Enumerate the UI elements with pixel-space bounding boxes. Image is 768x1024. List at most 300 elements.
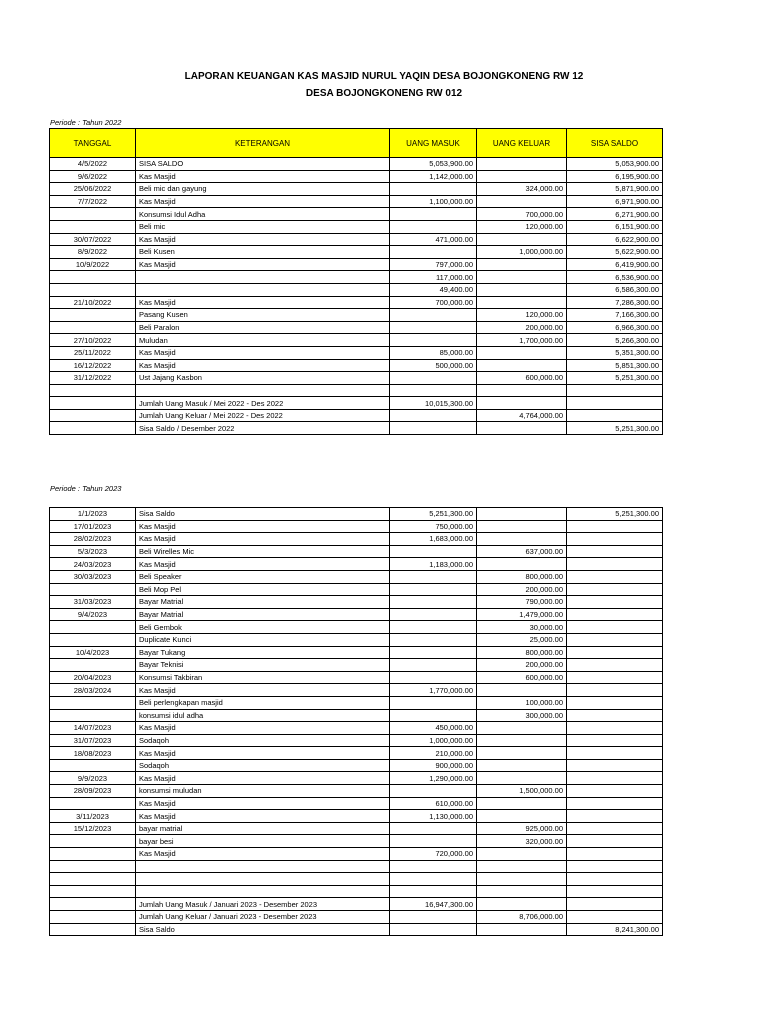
date-cell: 25/11/2022	[50, 346, 136, 359]
table-row	[50, 533, 663, 546]
expense-cell: 8,706,000.00	[477, 911, 567, 924]
income-cell	[390, 785, 477, 798]
expense-cell: 790,000.00	[477, 596, 567, 609]
description-cell: Ust Jajang Kasbon	[136, 372, 390, 385]
balance-cell: 6,195,900.00	[567, 170, 663, 183]
income-cell	[390, 321, 477, 334]
balance-cell	[567, 734, 663, 747]
income-cell	[390, 309, 477, 322]
income-cell	[390, 671, 477, 684]
description-cell: Kas Masjid	[136, 722, 390, 735]
table-row	[50, 684, 663, 697]
date-cell	[50, 409, 136, 422]
date-cell	[50, 898, 136, 911]
description-cell: bayar besi	[136, 835, 390, 848]
balance-cell: 6,419,900.00	[567, 258, 663, 271]
table-row	[50, 409, 663, 422]
table-row	[50, 646, 663, 659]
description-cell: Kas Masjid	[136, 258, 390, 271]
balance-cell	[567, 696, 663, 709]
table-row	[50, 283, 663, 296]
description-cell	[136, 885, 390, 898]
description-cell: Kas Masjid	[136, 772, 390, 785]
table-row	[50, 696, 663, 709]
description-cell: Kas Masjid	[136, 346, 390, 359]
expense-cell: 600,000.00	[477, 671, 567, 684]
description-cell: Konsumsi Idul Adha	[136, 208, 390, 221]
date-cell: 4/5/2022	[50, 158, 136, 171]
expense-cell	[477, 520, 567, 533]
table-row	[50, 558, 663, 571]
balance-cell	[567, 873, 663, 886]
expense-cell	[477, 558, 567, 571]
table-row	[50, 520, 663, 533]
expense-cell	[477, 860, 567, 873]
balance-cell: 5,871,900.00	[567, 183, 663, 196]
table-row	[50, 671, 663, 684]
balance-cell	[567, 709, 663, 722]
ledger-table-2023	[49, 507, 663, 936]
description-cell	[136, 384, 390, 397]
date-cell: 18/08/2023	[50, 747, 136, 760]
table-row	[50, 384, 663, 397]
expense-cell: 637,000.00	[477, 545, 567, 558]
description-cell: Sodaqoh	[136, 734, 390, 747]
table-row	[50, 372, 663, 385]
income-cell	[390, 570, 477, 583]
income-cell	[390, 873, 477, 886]
expense-cell: 700,000.00	[477, 208, 567, 221]
table-row	[50, 158, 663, 171]
expense-cell	[477, 759, 567, 772]
description-cell: Beli perlengkapan masjid	[136, 696, 390, 709]
expense-cell	[477, 271, 567, 284]
description-cell: Bayar Teknisi	[136, 659, 390, 672]
description-cell: Kas Masjid	[136, 533, 390, 546]
date-cell	[50, 633, 136, 646]
income-cell	[390, 384, 477, 397]
income-cell	[390, 659, 477, 672]
description-cell: Kas Masjid	[136, 296, 390, 309]
balance-cell: 6,622,900.00	[567, 233, 663, 246]
date-cell: 3/11/2023	[50, 810, 136, 823]
balance-cell: 5,351,300.00	[567, 346, 663, 359]
period-label-2022: Periode : Tahun 2022	[50, 118, 122, 127]
date-cell: 9/4/2023	[50, 608, 136, 621]
balance-cell: 8,241,300.00	[567, 923, 663, 936]
income-cell	[390, 220, 477, 233]
description-cell: Duplicate Kunci	[136, 633, 390, 646]
income-cell	[390, 208, 477, 221]
income-cell: 700,000.00	[390, 296, 477, 309]
expense-cell: 800,000.00	[477, 646, 567, 659]
balance-cell	[567, 822, 663, 835]
balance-cell	[567, 835, 663, 848]
balance-cell	[567, 785, 663, 798]
date-cell: 15/12/2023	[50, 822, 136, 835]
income-cell	[390, 911, 477, 924]
date-cell	[50, 911, 136, 924]
income-cell	[390, 696, 477, 709]
expense-cell: 4,764,000.00	[477, 409, 567, 422]
description-cell: Beli Mop Pel	[136, 583, 390, 596]
balance-cell: 5,053,900.00	[567, 158, 663, 171]
income-cell: 5,251,300.00	[390, 508, 477, 521]
expense-cell	[477, 158, 567, 171]
income-cell: 117,000.00	[390, 271, 477, 284]
date-cell: 30/03/2023	[50, 570, 136, 583]
expense-cell: 100,000.00	[477, 696, 567, 709]
income-cell: 610,000.00	[390, 797, 477, 810]
balance-cell	[567, 583, 663, 596]
report-title-line1: LAPORAN KEUANGAN KAS MASJID NURUL YAQIN DESA BOJONGKONENG RW 12	[184, 71, 584, 82]
expense-cell	[477, 810, 567, 823]
income-cell	[390, 372, 477, 385]
income-cell: 1,130,000.00	[390, 810, 477, 823]
description-cell: Beli mic	[136, 220, 390, 233]
description-cell: Bayar Matrial	[136, 596, 390, 609]
balance-cell	[567, 545, 663, 558]
income-cell	[390, 334, 477, 347]
description-cell: Beli mic dan gayung	[136, 183, 390, 196]
expense-cell	[477, 422, 567, 435]
income-cell: 1,770,000.00	[390, 684, 477, 697]
date-cell: 16/12/2022	[50, 359, 136, 372]
expense-cell	[477, 195, 567, 208]
table-row	[50, 759, 663, 772]
balance-cell: 5,266,300.00	[567, 334, 663, 347]
balance-cell	[567, 533, 663, 546]
table-row	[50, 659, 663, 672]
header-sisa-saldo: SISA SALDO	[567, 129, 663, 158]
header-uang-masuk: UANG MASUK	[390, 129, 477, 158]
table-row	[50, 810, 663, 823]
date-cell	[50, 860, 136, 873]
ledger-table-2022	[49, 128, 663, 435]
expense-cell	[477, 898, 567, 911]
balance-cell	[567, 384, 663, 397]
income-cell	[390, 409, 477, 422]
date-cell	[50, 848, 136, 861]
expense-cell: 120,000.00	[477, 309, 567, 322]
table-row	[50, 220, 663, 233]
expense-cell: 30,000.00	[477, 621, 567, 634]
balance-cell	[567, 558, 663, 571]
description-cell: Beli Speaker	[136, 570, 390, 583]
balance-cell: 7,166,300.00	[567, 309, 663, 322]
expense-cell	[477, 734, 567, 747]
table-row	[50, 772, 663, 785]
date-cell: 1/1/2023	[50, 508, 136, 521]
description-cell: Beli Paralon	[136, 321, 390, 334]
expense-cell: 200,000.00	[477, 583, 567, 596]
date-cell: 28/09/2023	[50, 785, 136, 798]
header-uang-keluar: UANG KELUAR	[477, 129, 567, 158]
description-cell: Kas Masjid	[136, 195, 390, 208]
description-cell: Kas Masjid	[136, 558, 390, 571]
description-cell: Kas Masjid	[136, 359, 390, 372]
table-header-row	[50, 129, 663, 158]
income-cell	[390, 633, 477, 646]
expense-cell	[477, 258, 567, 271]
description-cell: Kas Masjid	[136, 233, 390, 246]
balance-cell	[567, 860, 663, 873]
description-cell: Beli Kusen	[136, 246, 390, 259]
table-row	[50, 911, 663, 924]
table-row	[50, 722, 663, 735]
income-cell	[390, 608, 477, 621]
income-cell: 210,000.00	[390, 747, 477, 760]
description-cell: konsumsi muludan	[136, 785, 390, 798]
description-cell: Kas Masjid	[136, 797, 390, 810]
expense-cell	[477, 772, 567, 785]
expense-cell	[477, 797, 567, 810]
date-cell: 20/04/2023	[50, 671, 136, 684]
date-cell	[50, 384, 136, 397]
date-cell: 31/07/2023	[50, 734, 136, 747]
balance-cell	[567, 797, 663, 810]
date-cell	[50, 422, 136, 435]
expense-cell: 1,500,000.00	[477, 785, 567, 798]
date-cell	[50, 923, 136, 936]
description-cell: Jumlah Uang Masuk / Mei 2022 - Des 2022	[136, 397, 390, 410]
table-row	[50, 898, 663, 911]
income-cell: 750,000.00	[390, 520, 477, 533]
table-row	[50, 258, 663, 271]
balance-cell	[567, 759, 663, 772]
balance-cell	[567, 747, 663, 760]
balance-cell	[567, 848, 663, 861]
balance-cell	[567, 722, 663, 735]
income-cell: 1,100,000.00	[390, 195, 477, 208]
report-title-line2: DESA BOJONGKONENG RW 012	[305, 88, 463, 99]
balance-cell	[567, 621, 663, 634]
date-cell: 30/07/2022	[50, 233, 136, 246]
balance-cell: 6,151,900.00	[567, 220, 663, 233]
expense-cell: 925,000.00	[477, 822, 567, 835]
table-row	[50, 296, 663, 309]
table-row	[50, 195, 663, 208]
balance-cell: 5,851,300.00	[567, 359, 663, 372]
table-row	[50, 208, 663, 221]
expense-cell: 300,000.00	[477, 709, 567, 722]
description-cell: Konsumsi Takbiran	[136, 671, 390, 684]
description-cell: bayar matrial	[136, 822, 390, 835]
income-cell: 900,000.00	[390, 759, 477, 772]
income-cell: 1,142,000.00	[390, 170, 477, 183]
expense-cell: 200,000.00	[477, 321, 567, 334]
date-cell	[50, 873, 136, 886]
table-row	[50, 309, 663, 322]
income-cell	[390, 621, 477, 634]
table-row	[50, 246, 663, 259]
expense-cell	[477, 283, 567, 296]
income-cell: 450,000.00	[390, 722, 477, 735]
date-cell: 9/9/2023	[50, 772, 136, 785]
balance-cell: 6,586,300.00	[567, 283, 663, 296]
balance-cell	[567, 911, 663, 924]
expense-cell: 324,000.00	[477, 183, 567, 196]
date-cell: 17/01/2023	[50, 520, 136, 533]
income-cell	[390, 183, 477, 196]
date-cell: 31/12/2022	[50, 372, 136, 385]
expense-cell	[477, 848, 567, 861]
balance-cell	[567, 596, 663, 609]
income-cell	[390, 709, 477, 722]
table-row	[50, 709, 663, 722]
expense-cell	[477, 233, 567, 246]
table-row	[50, 734, 663, 747]
header-keterangan: KETERANGAN	[136, 129, 390, 158]
expense-cell: 1,700,000.00	[477, 334, 567, 347]
expense-cell: 600,000.00	[477, 372, 567, 385]
expense-cell	[477, 923, 567, 936]
date-cell	[50, 709, 136, 722]
description-cell: Sisa Saldo	[136, 508, 390, 521]
date-cell: 10/9/2022	[50, 258, 136, 271]
description-cell	[136, 283, 390, 296]
income-cell: 797,000.00	[390, 258, 477, 271]
table-row	[50, 885, 663, 898]
balance-cell	[567, 633, 663, 646]
date-cell	[50, 321, 136, 334]
table-row	[50, 508, 663, 521]
balance-cell: 5,251,300.00	[567, 508, 663, 521]
expense-cell	[477, 170, 567, 183]
date-cell	[50, 220, 136, 233]
description-cell: Sisa Saldo	[136, 923, 390, 936]
table-row	[50, 822, 663, 835]
date-cell	[50, 621, 136, 634]
table-row	[50, 397, 663, 410]
income-cell: 10,015,300.00	[390, 397, 477, 410]
description-cell: SISA SALDO	[136, 158, 390, 171]
date-cell: 7/7/2022	[50, 195, 136, 208]
date-cell: 28/03/2024	[50, 684, 136, 697]
date-cell: 10/4/2023	[50, 646, 136, 659]
balance-cell	[567, 898, 663, 911]
expense-cell: 120,000.00	[477, 220, 567, 233]
income-cell: 471,000.00	[390, 233, 477, 246]
date-cell: 25/06/2022	[50, 183, 136, 196]
table-row	[50, 621, 663, 634]
table-row	[50, 170, 663, 183]
description-cell: Sisa Saldo / Desember 2022	[136, 422, 390, 435]
description-cell: Kas Masjid	[136, 684, 390, 697]
balance-cell: 7,286,300.00	[567, 296, 663, 309]
description-cell: Beli Wirelles Mic	[136, 545, 390, 558]
date-cell	[50, 759, 136, 772]
date-cell	[50, 696, 136, 709]
table-row	[50, 334, 663, 347]
description-cell: Bayar Matrial	[136, 608, 390, 621]
balance-cell: 5,251,300.00	[567, 422, 663, 435]
table-row	[50, 359, 663, 372]
income-cell	[390, 885, 477, 898]
table-row	[50, 271, 663, 284]
balance-cell	[567, 520, 663, 533]
date-cell: 28/02/2023	[50, 533, 136, 546]
date-cell: 24/03/2023	[50, 558, 136, 571]
date-cell: 31/03/2023	[50, 596, 136, 609]
table-row	[50, 233, 663, 246]
income-cell: 1,183,000.00	[390, 558, 477, 571]
header-tanggal: TANGGAL	[50, 129, 136, 158]
income-cell	[390, 246, 477, 259]
description-cell: Beli Gembok	[136, 621, 390, 634]
date-cell	[50, 583, 136, 596]
expense-cell	[477, 384, 567, 397]
balance-cell: 5,251,300.00	[567, 372, 663, 385]
expense-cell	[477, 885, 567, 898]
expense-cell	[477, 747, 567, 760]
income-cell	[390, 923, 477, 936]
description-cell: Jumlah Uang Keluar / Mei 2022 - Des 2022	[136, 409, 390, 422]
balance-cell	[567, 772, 663, 785]
description-cell: Kas Masjid	[136, 520, 390, 533]
expense-cell	[477, 397, 567, 410]
period-label-2023: Periode : Tahun 2023	[50, 484, 122, 493]
date-cell: 9/6/2022	[50, 170, 136, 183]
balance-cell	[567, 397, 663, 410]
balance-cell	[567, 570, 663, 583]
table-row	[50, 848, 663, 861]
balance-cell	[567, 646, 663, 659]
expense-cell	[477, 296, 567, 309]
table-row	[50, 321, 663, 334]
expense-cell: 1,000,000.00	[477, 246, 567, 259]
balance-cell: 6,271,900.00	[567, 208, 663, 221]
income-cell	[390, 545, 477, 558]
balance-cell	[567, 810, 663, 823]
balance-cell	[567, 684, 663, 697]
date-cell	[50, 659, 136, 672]
balance-cell	[567, 608, 663, 621]
date-cell: 5/3/2023	[50, 545, 136, 558]
date-cell	[50, 208, 136, 221]
table-row	[50, 633, 663, 646]
description-cell: Jumlah Uang Keluar / Januari 2023 - Desember 2023	[136, 911, 390, 924]
date-cell: 14/07/2023	[50, 722, 136, 735]
table-row	[50, 860, 663, 873]
income-cell: 720,000.00	[390, 848, 477, 861]
table-row	[50, 797, 663, 810]
table-row	[50, 596, 663, 609]
expense-cell	[477, 508, 567, 521]
balance-cell	[567, 885, 663, 898]
date-cell: 27/10/2022	[50, 334, 136, 347]
expense-cell: 25,000.00	[477, 633, 567, 646]
description-cell: Jumlah Uang Masuk / Januari 2023 - Desember 2023	[136, 898, 390, 911]
table-row	[50, 923, 663, 936]
balance-cell: 5,622,900.00	[567, 246, 663, 259]
balance-cell	[567, 671, 663, 684]
table-row	[50, 873, 663, 886]
income-cell: 85,000.00	[390, 346, 477, 359]
date-cell	[50, 835, 136, 848]
table-row	[50, 785, 663, 798]
description-cell: Kas Masjid	[136, 810, 390, 823]
description-cell: Kas Masjid	[136, 170, 390, 183]
description-cell	[136, 271, 390, 284]
income-cell: 49,400.00	[390, 283, 477, 296]
description-cell: Kas Masjid	[136, 747, 390, 760]
expense-cell: 320,000.00	[477, 835, 567, 848]
income-cell	[390, 422, 477, 435]
table-row	[50, 183, 663, 196]
table-row	[50, 570, 663, 583]
income-cell	[390, 583, 477, 596]
